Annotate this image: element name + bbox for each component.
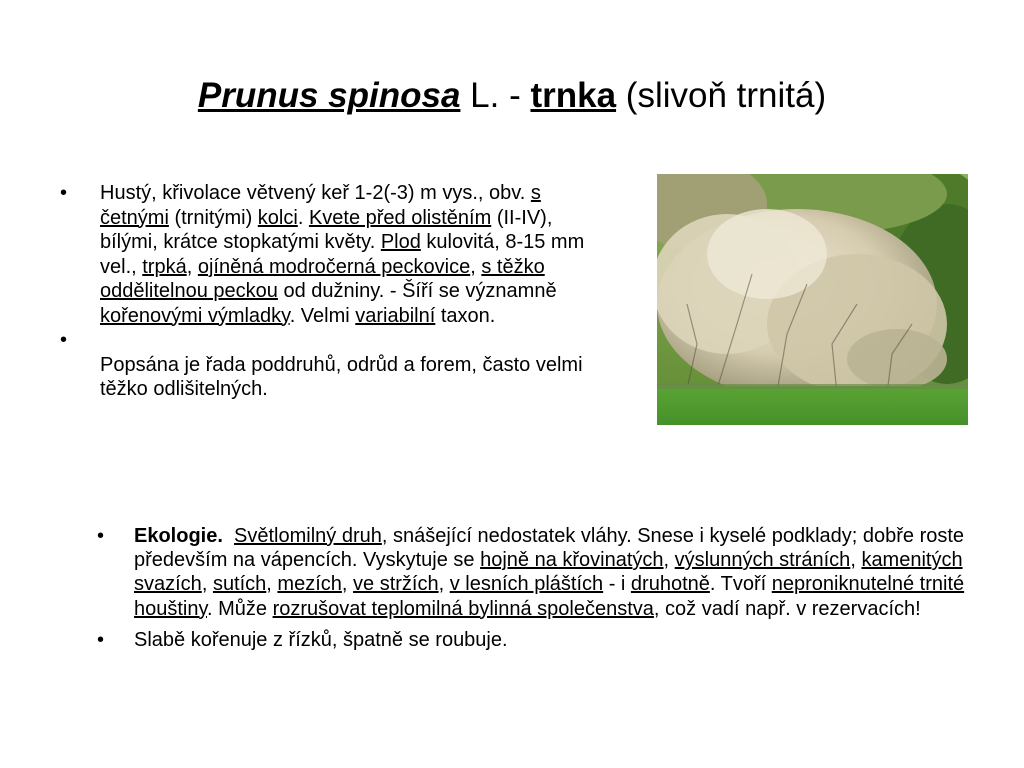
bullet-icon: • xyxy=(60,329,68,351)
text-run: taxon. xyxy=(435,304,496,327)
text-run: (trnitými) xyxy=(168,206,258,229)
link-vymladky[interactable]: kořenovými výmladky xyxy=(100,304,290,327)
blackthorn-photo xyxy=(657,174,968,425)
description-list xyxy=(60,181,600,402)
text-run: Hustý, křivolace větvený keř 1-2(-3) m vys., obv. xyxy=(100,182,531,204)
text-run: . Tvoří xyxy=(709,573,772,596)
link-pecka[interactable]: s těžko oddělitelnou peckou xyxy=(100,255,545,302)
slide-title xyxy=(0,74,1024,118)
link-kolci[interactable]: kolci xyxy=(257,206,298,229)
link-spolecenstva[interactable]: rozrušovat teplomilná bylinná společenstva xyxy=(272,597,654,620)
list-item xyxy=(60,328,600,402)
text-run: , xyxy=(438,573,450,596)
link-strane[interactable]: výslunných stráních xyxy=(674,549,851,572)
text-run: . Může xyxy=(207,597,273,620)
title-species: Prunus spinosa xyxy=(197,76,461,115)
text-run: , xyxy=(266,573,278,596)
text-run: Slabě kořenuje z řízků, špatně se roubuje. xyxy=(134,628,508,651)
link-kvete[interactable]: Kvete před olistěním xyxy=(308,206,492,229)
link-hojne[interactable]: hojně na křovinatých xyxy=(480,549,664,572)
title-author: L. - xyxy=(460,76,531,115)
text-run: , xyxy=(186,255,198,278)
text-run: . xyxy=(297,206,309,229)
list-item xyxy=(95,628,975,652)
link-plod[interactable]: Plod xyxy=(380,231,421,253)
ecology-label: Ekologie. xyxy=(134,525,223,547)
link-variabilni[interactable]: variabilní xyxy=(355,304,436,327)
list-item xyxy=(95,524,975,621)
text-run: od dužniny. - Šíří se významně xyxy=(277,280,557,302)
bullet-icon: • xyxy=(60,182,68,204)
text-run: . Velmi xyxy=(289,304,356,327)
text-run: Popsána je řada poddruhů, odrůd a forem, často velmi těžko odlišitelných. xyxy=(100,353,583,400)
text-run: , což vadí např. v rezervacích! xyxy=(653,597,921,620)
link-cetne[interactable]: s četnými xyxy=(100,182,541,229)
text-run: , xyxy=(663,549,675,572)
text-run: , xyxy=(850,549,862,572)
link-svahy[interactable]: kamenitých svazích xyxy=(134,549,963,596)
link-houstiny[interactable]: neproniknutelné trnité houštiny xyxy=(134,573,965,620)
text-run: , xyxy=(341,573,354,596)
text-run xyxy=(223,525,234,547)
link-meze[interactable]: mezích xyxy=(277,573,342,596)
text-run: kulovitá, 8-15 mm vel., xyxy=(100,231,585,278)
text-run: - i xyxy=(603,573,631,596)
text-run: , xyxy=(470,255,482,278)
text-run: , xyxy=(201,573,213,596)
link-svetlomilny[interactable]: Světlomilný druh xyxy=(234,525,382,547)
list-item xyxy=(60,181,600,328)
link-trpka[interactable]: trpká xyxy=(142,255,187,278)
link-peckovice[interactable]: ojíněná modročerná peckovice xyxy=(197,255,471,278)
bullet-icon: • xyxy=(97,525,105,547)
text-run: , snášející nedostatek vláhy. Snese i kyselé podklady; dobře roste především na vápencích. Vyskytuje se xyxy=(134,525,965,572)
link-sute[interactable]: sutích xyxy=(212,573,267,596)
ecology-list xyxy=(95,524,975,659)
link-druhotne[interactable]: druhotně xyxy=(630,573,710,596)
bullet-icon: • xyxy=(97,628,105,651)
link-strze[interactable]: ve stržích xyxy=(353,573,439,596)
title-alt-name: (slivoň trnitá) xyxy=(616,76,827,115)
link-plaste[interactable]: v lesních pláštích xyxy=(449,573,604,596)
title-common-name: trnka xyxy=(530,76,617,115)
text-run: (II-IV), bílými, krátce stopkatými květy. xyxy=(100,206,553,253)
